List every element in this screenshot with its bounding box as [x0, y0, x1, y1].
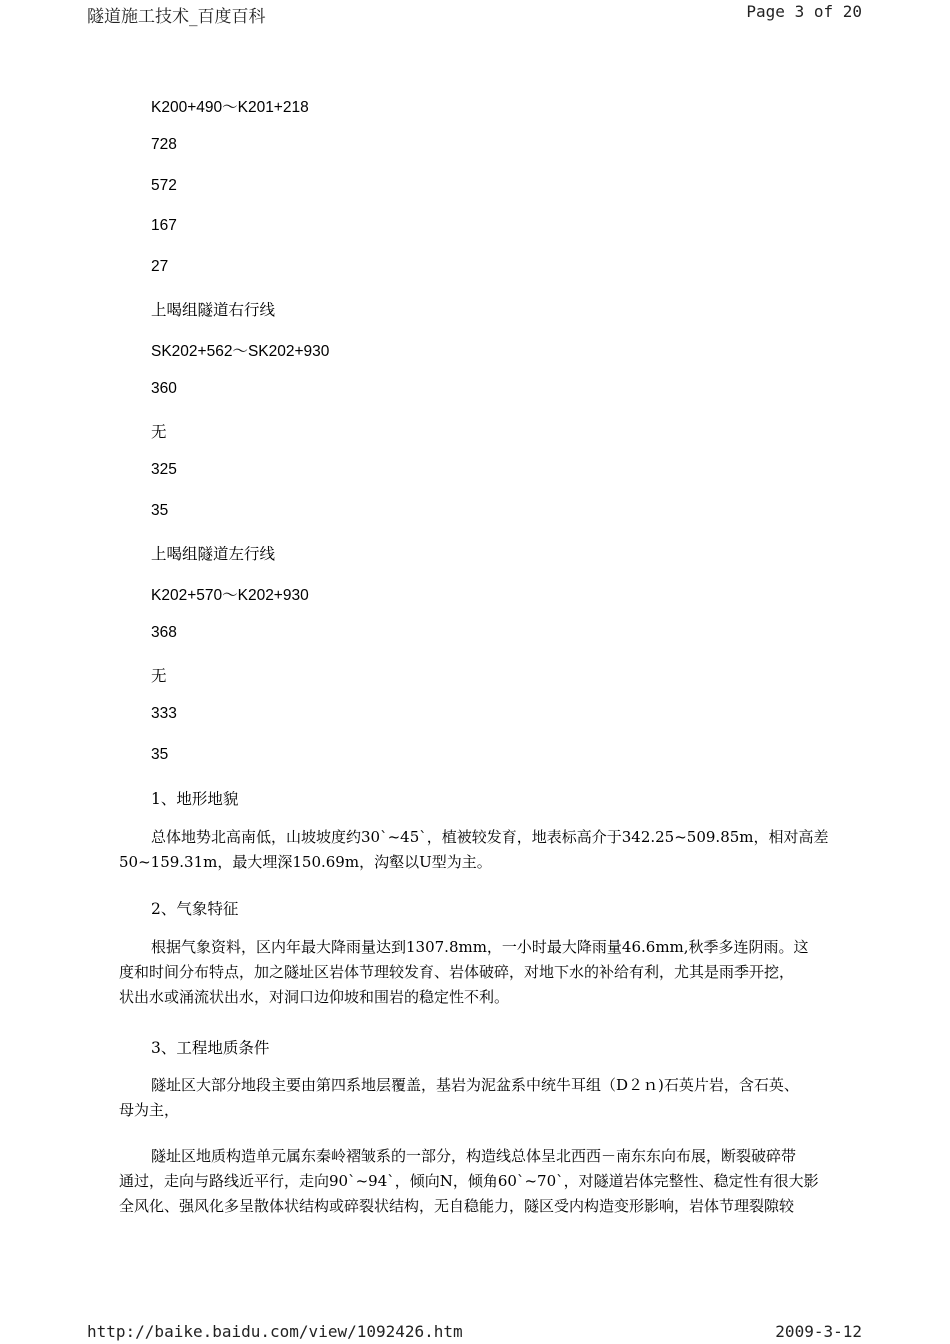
- paragraph-line: 全风化、强风化多呈散体状结构或碎裂状结构，无自稳能力，隧区受内构造变形影响，岩体节理裂隙较: [119, 1197, 795, 1215]
- text-line: 上喝组隧道左行线: [151, 545, 276, 563]
- paragraph-line: 通过，走向与路线近平行，走向90`~94`，倾向N，倾角60`~70`，对隧道岩体完整性、稳定性有很大影: [119, 1172, 819, 1190]
- page-url: http://baike.baidu.com/view/1092426.htm: [87, 1322, 463, 1341]
- paragraph: [119, 935, 865, 1010]
- section-heading: 2、气象特征: [151, 900, 239, 918]
- text-line: 无: [151, 423, 167, 441]
- text-line: 368: [151, 624, 177, 641]
- text-line: 333: [151, 705, 177, 722]
- text-line: 360: [151, 380, 177, 397]
- text-line: 728: [151, 136, 177, 153]
- page-header-title: 隧道施工技术_百度百科: [87, 7, 266, 27]
- paragraph-line: 隧址区大部分地段主要由第四系地层覆盖，基岩为泥盆系中统牛耳组（D２ｎ)石英片岩，含石英、: [151, 1076, 799, 1094]
- page-date: 2009-3-12: [775, 1322, 862, 1341]
- paragraph-line: 总体地势北高南低，山坡坡度约30`~45`，植被较发育，地表标高介于342.25~509.85m，相对高差: [151, 828, 829, 846]
- paragraph-line: 根据气象资料，区内年最大降雨量达到1307.8mm，一小时最大降雨量46.6mm,秋季多连阴雨。这: [151, 938, 809, 956]
- paragraph-line: 母为主，: [119, 1101, 180, 1119]
- paragraph: [119, 1144, 865, 1219]
- page-number: Page 3 of 20: [746, 2, 862, 21]
- text-line: K200+490～K201+218: [151, 99, 309, 116]
- text-line: 167: [151, 217, 177, 234]
- text-line: SK202+562～SK202+930: [151, 343, 330, 360]
- paragraph-line: 隧址区地质构造单元属东秦岭褶皱系的一部分，构造线总体呈北西西－南东东向布展，断裂破碎带: [151, 1147, 797, 1165]
- paragraph-line: 50~159.31m，最大埋深150.69m，沟壑以U型为主。: [119, 853, 492, 871]
- section-heading: 1、地形地貌: [151, 790, 239, 808]
- paragraph: [119, 1073, 865, 1123]
- text-line: 35: [151, 746, 169, 763]
- text-line: 上喝组隧道右行线: [151, 301, 276, 319]
- text-line: 27: [151, 258, 169, 275]
- text-line: 35: [151, 502, 169, 519]
- paragraph-line: 状出水或涌流状出水，对洞口边仰坡和围岩的稳定性不利。: [119, 988, 510, 1006]
- text-line: 无: [151, 667, 167, 685]
- section-heading: 3、工程地质条件: [151, 1039, 270, 1057]
- paragraph-line: 度和时间分布特点，加之隧址区岩体节理较发育、岩体破碎，对地下水的补给有利，尤其是雨季开挖，: [119, 963, 795, 981]
- text-line: 572: [151, 177, 177, 194]
- text-line: K202+570～K202+930: [151, 587, 309, 604]
- paragraph: [119, 825, 865, 875]
- text-line: 325: [151, 461, 177, 478]
